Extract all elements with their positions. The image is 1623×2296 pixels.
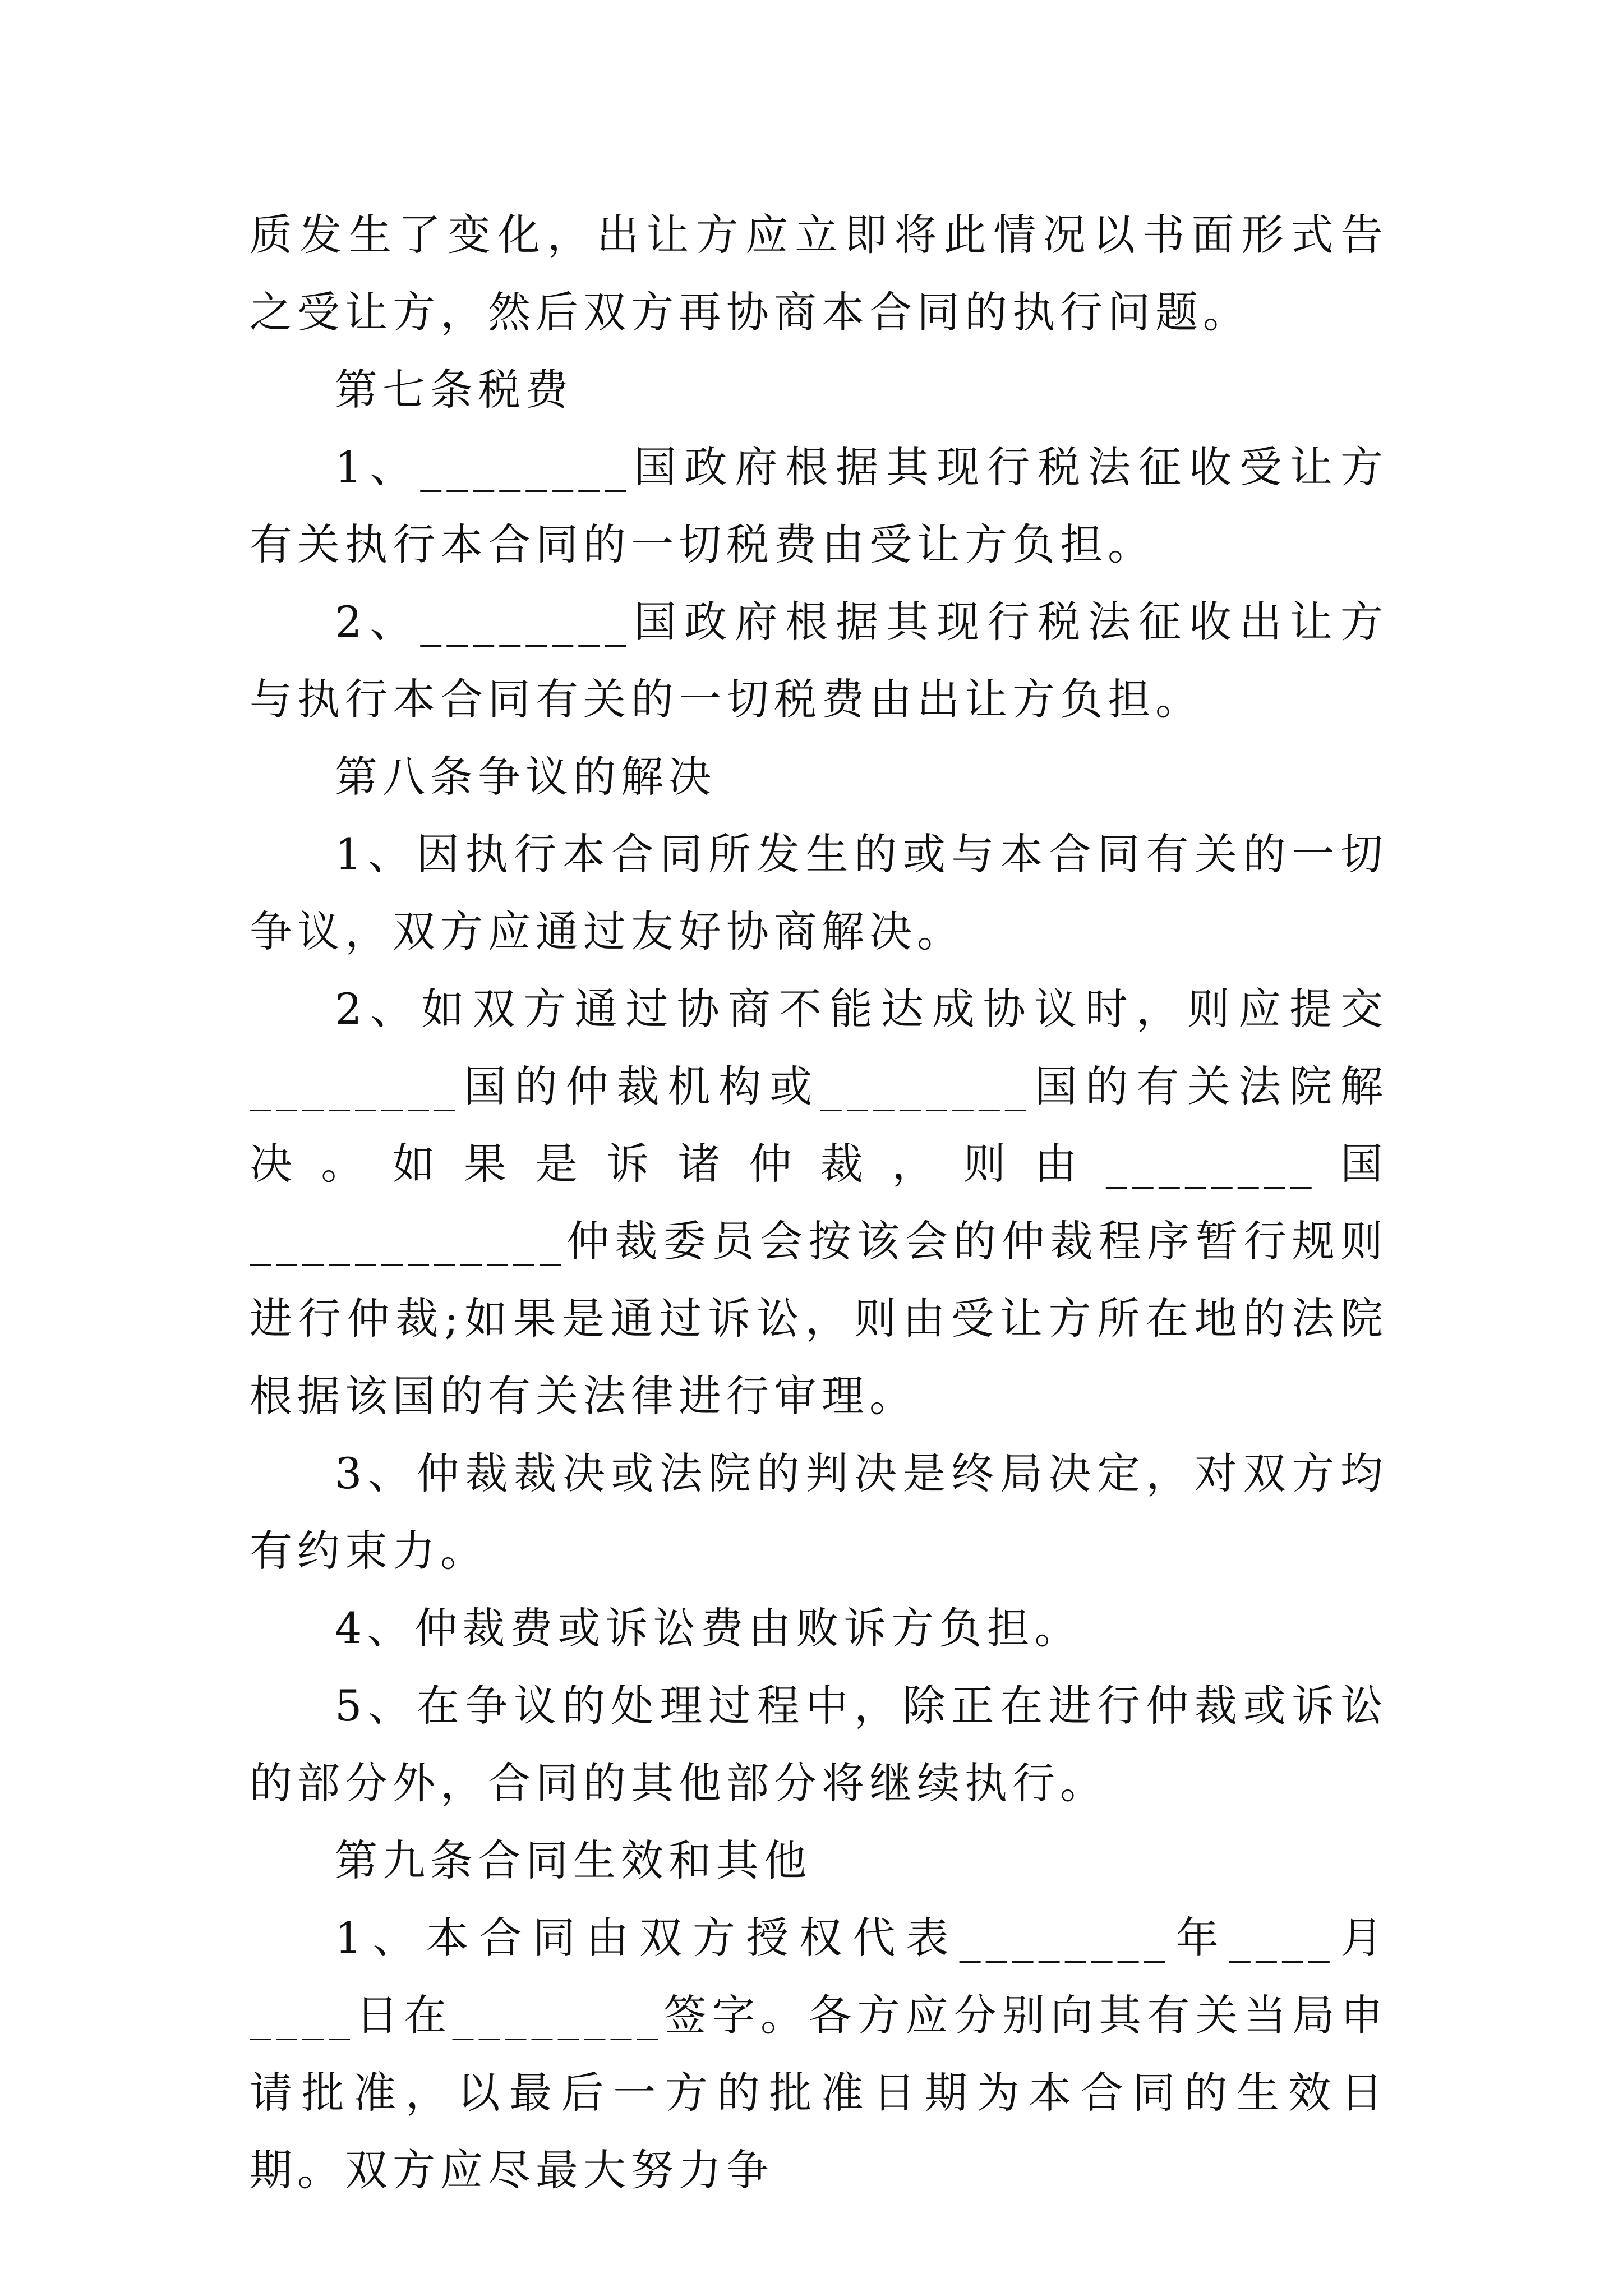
article-9-clause-1: 1、本合同由双方授权代表________年____月____日在________签字。各方应分别向其有关当局申请批准，以最后一方的批准日期为本合同的生效日期。双方应尽最大努力争 [250, 1913, 1388, 2195]
article-8-clause-4: 4、仲裁费或诉讼费由败诉方负担。 [335, 1603, 1082, 1653]
article-9-heading: 第九条合同生效和其他 [335, 1835, 811, 1885]
article-7-heading: 第七条税费 [335, 365, 573, 415]
article-8-heading: 第八条争议的解决 [335, 752, 716, 802]
article-8-clause-3: 3、仲裁裁决或法院的判决是终局决定，对双方均有约束力。 [250, 1448, 1388, 1576]
article-7-clause-2: 2、________国政府根据其现行税法征收出让方与执行本合同有关的一切税费由出让方负担。 [250, 597, 1388, 724]
article-8-clause-5: 5、在争议的处理过程中，除正在进行仲裁或诉讼的部分外，合同的其他部分将继续执行。 [250, 1681, 1388, 1808]
article-8-clause-1: 1、因执行本合同所发生的或与本合同有关的一切争议，双方应通过友好协商解决。 [250, 829, 1388, 956]
document-page [250, 196, 1388, 2209]
article-8-clause-2: 2、如双方通过协商不能达成协议时，则应提交________国的仲裁机构或________国的有关法院解决。如果是诉诸仲裁，则由________国____________仲裁委员会按该会的仲裁程序暂行规则进行仲裁;如果是通过诉讼，则由受让方所在地的法院根据该国的有关法律进行审理。 [250, 984, 1388, 1421]
article-7-clause-1: 1、________国政府根据其现行税法征收受让方有关执行本合同的一切税费由受让方负担。 [250, 442, 1388, 569]
paragraph-continuation: 质发生了变化，出让方应立即将此情况以书面形式告之受让方，然后双方再协商本合同的执行问题。 [250, 210, 1388, 337]
